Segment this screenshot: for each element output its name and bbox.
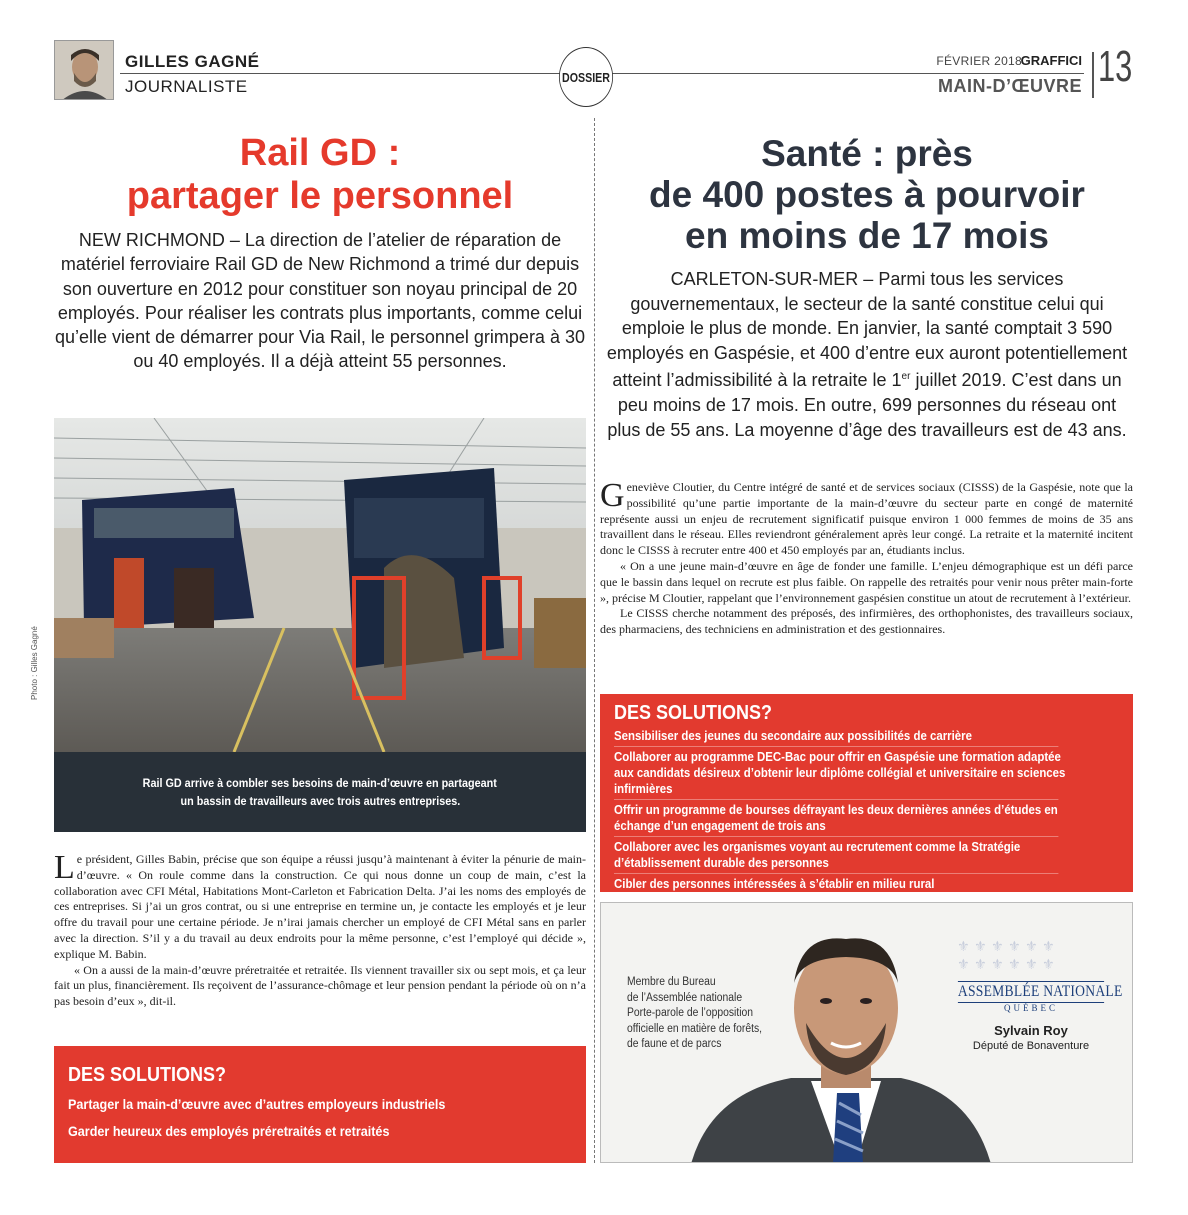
- ad-person-title: Député de Bonaventure: [972, 1040, 1090, 1052]
- solution-item: Partager la main-d’œuvre avec d’autres employeurs industriels: [68, 1096, 446, 1112]
- issue-date: FÉVRIER 2018: [936, 54, 1022, 68]
- section-name: MAIN-D’ŒUVRE: [938, 76, 1082, 96]
- ad-line: de l’Assemblée nationale: [627, 991, 743, 1004]
- solution-item: échange d’un engagement de trois ans: [614, 818, 1058, 837]
- caption-line-1: Rail GD arrive à combler ses besoins de main-d’œuvre en partageant: [142, 776, 498, 790]
- photo-credit: Photo : Gilles Gagné: [30, 626, 39, 700]
- left-title-line-1: Rail GD :: [239, 132, 401, 174]
- solution-item: Garder heureux des employés préretraités et retraités: [68, 1123, 390, 1139]
- solution-item: Cibler des personnes intéressées à s’établir en milieu rural: [614, 876, 935, 891]
- right-title-line-3: en moins de 17 mois: [685, 215, 1049, 256]
- right-body-paragraph: [600, 477, 1133, 559]
- lede-text: CARLETON-SUR-MER – Parmi tous les services gouvernementaux, le secteur de la santé constitue celui qui emploie le plus de monde. En janvier, la santé comptait 3 590 employés en Gaspésie, et 400 d’entre eux auront potentiellement atteint l’admissibilité à la retraite le 1: [606, 269, 1128, 391]
- solution-item: infirmières: [614, 781, 1058, 800]
- left-article-lede: NEW RICHMOND – La direction de l’atelier de réparation de matériel ferroviaire Rail GD de New Richmond a trimé dur depuis son ouverture en 2012 pour constituer son noyau principal de 20 employés. Pour réaliser les contrats plus importants, comme celui qu’elle vient de démarrer pour Via Rail, le personnel grimpera à 30 ou 40 employés. Il a déjà atteint 55 personnes.: [55, 230, 585, 372]
- lede-text: juillet 2019. C’est dans un peu moins de 17 mois. En outre, 699 personnes du réseau ont plus de 55 ans. La moyenne d’âge des travailleurs est de 43 ans.: [607, 370, 1127, 440]
- ad-person-name: Sylvain Roy: [994, 1023, 1068, 1038]
- column-divider: [594, 118, 595, 1163]
- dossier-badge: DOSSIER: [559, 47, 613, 107]
- author-name: GILLES GAGNÉ: [125, 52, 260, 71]
- photo-caption: [54, 752, 586, 832]
- right-body-paragraph: Le CISSS cherche notamment des préposés, des infirmières, des orthophonistes, des travailleurs sociaux, des pharmaciens, des techniciens en administration et des gestionnaires.: [600, 606, 1133, 637]
- drop-cap: G: [600, 477, 625, 514]
- logo-name: ASSEMBLÉE NATIONALE: [958, 981, 1104, 1003]
- solution-item: Offrir un programme de bourses défrayant les deux dernières années d’études en: [614, 802, 1058, 817]
- page-header: [0, 0, 1188, 110]
- solution-item: Collaborer avec les organismes voyant au recrutement comme la Stratégie: [614, 839, 1021, 854]
- ad-line: de faune et de parcs: [627, 1038, 722, 1051]
- caption-line-2: un bassin de travailleurs avec trois autres entreprises.: [180, 794, 460, 808]
- ad-line: Membre du Bureau: [627, 976, 716, 988]
- left-article-body: [54, 849, 586, 1010]
- solution-item: aux candidats désireux d’obtenir leur diplôme collégial et universitaire en sciences: [614, 765, 1066, 780]
- author-role: JOURNALISTE: [125, 77, 248, 96]
- solution-item: d’établissement durable des personnes: [614, 855, 1058, 874]
- right-body-text: eneviève Cloutier, du Centre intégré de santé et de services sociaux (CISSS) de la Gaspésie, note que la possibilité qu’une partie importante de la main-d’œuvre du secteur parte en congé de maternité représente aussi un enjeu de recrutement significatif puisque environ 1 000 femmes de moins de 35 ans travaillent dans le réseau. Elles reviendront généralement après leur congé. La retraite et la maternité incitent donc le CISSS à recruter entre 400 et 450 employés par an, étudiants inclus.: [600, 480, 1133, 558]
- right-body-paragraph: « On a une jeune main-d’œuvre en âge de fonder une famille. L’enjeu démographique est un défi parce que le bassin dans lequel on recrute est plus faible. On rappelle des retraités pour venir nous prêter main-forte », précise M Cloutier, rappelant que l’environnement gaspésien constitue un atout de recrutement à l’extérieur.: [600, 558, 1133, 605]
- svg-text:⚜ ⚜ ⚜ ⚜ ⚜ ⚜: ⚜ ⚜ ⚜ ⚜ ⚜ ⚜: [957, 939, 1055, 955]
- solution-item: Sensibiliser des jeunes du secondaire aux possibilités de carrière: [614, 728, 1058, 747]
- ad-line: Porte-parole de l’opposition: [627, 1007, 754, 1020]
- drop-cap: L: [54, 849, 75, 886]
- logo-sub: QUÉBEC: [1004, 1003, 1058, 1013]
- workshop-photo: [54, 418, 586, 752]
- solutions-title: DES SOLUTIONS?: [68, 1064, 227, 1086]
- right-article-body: [600, 477, 1133, 638]
- political-ad: [600, 902, 1133, 1163]
- page-number-divider: [1092, 52, 1094, 98]
- right-title-line-1: Santé : près: [761, 133, 973, 174]
- page-number: 13: [1098, 42, 1133, 91]
- ad-line: officielle en matière de forêts,: [627, 1022, 763, 1035]
- author-portrait: [54, 40, 114, 100]
- svg-text:⚜ ⚜ ⚜ ⚜ ⚜ ⚜: ⚜ ⚜ ⚜ ⚜ ⚜ ⚜: [957, 957, 1055, 973]
- ad-description: [627, 975, 762, 1053]
- right-solutions-box: [600, 694, 1133, 892]
- left-article-title: [54, 132, 586, 218]
- left-body-text: e président, Gilles Babin, précise que son équipe a réussi jusqu’à maintenant à éviter la pénurie de main-d’œuvre. « On roule comme dans la construction. Ce qui nous donne un coup de main, c’est la collaboration avec CFI Métal, Habitations Mont-Carleton et Fabrication Delta. J’ai les noms des employés de ces entreprises. Si j’ai un gros contrat, ou si une entreprise en termine un, je contacte les employés et je leur offre du travail pour une certaine période. Je n’irai jamais chercher un employé de CFI Métal sans en parler avec la direction. S’il y a du travail au deux endroits pour la même personne, c’est l’employé qui décide », explique M. Babin.: [54, 852, 586, 961]
- left-body-paragraph: « On a aussi de la main-d’œuvre préretraitée et retraitée. Ils viennent travailler six ou sept mois, et ça leur fait un plus, financièrement. Ils reçoivent de l’assurance-chômage et leur pension pendant la période où on n’a pas besoin d’eux », dit-il.: [54, 962, 586, 1009]
- solutions-title: DES SOLUTIONS?: [614, 702, 773, 724]
- lede-superscript: er: [901, 371, 911, 383]
- publication-name: GRAFFICI: [1020, 53, 1082, 68]
- left-solutions-box: [54, 1046, 586, 1163]
- right-article-title: [602, 133, 1132, 256]
- solution-item: Collaborer au programme DEC-Bac pour offrir en Gaspésie une formation adaptée: [614, 749, 1061, 764]
- left-title-line-2: partager le personnel: [126, 175, 514, 217]
- right-article-lede: [602, 267, 1132, 442]
- left-body-paragraph: [54, 849, 586, 963]
- right-title-line-2: de 400 postes à pourvoir: [649, 174, 1085, 215]
- assemblee-nationale-logo: [945, 977, 1123, 1013]
